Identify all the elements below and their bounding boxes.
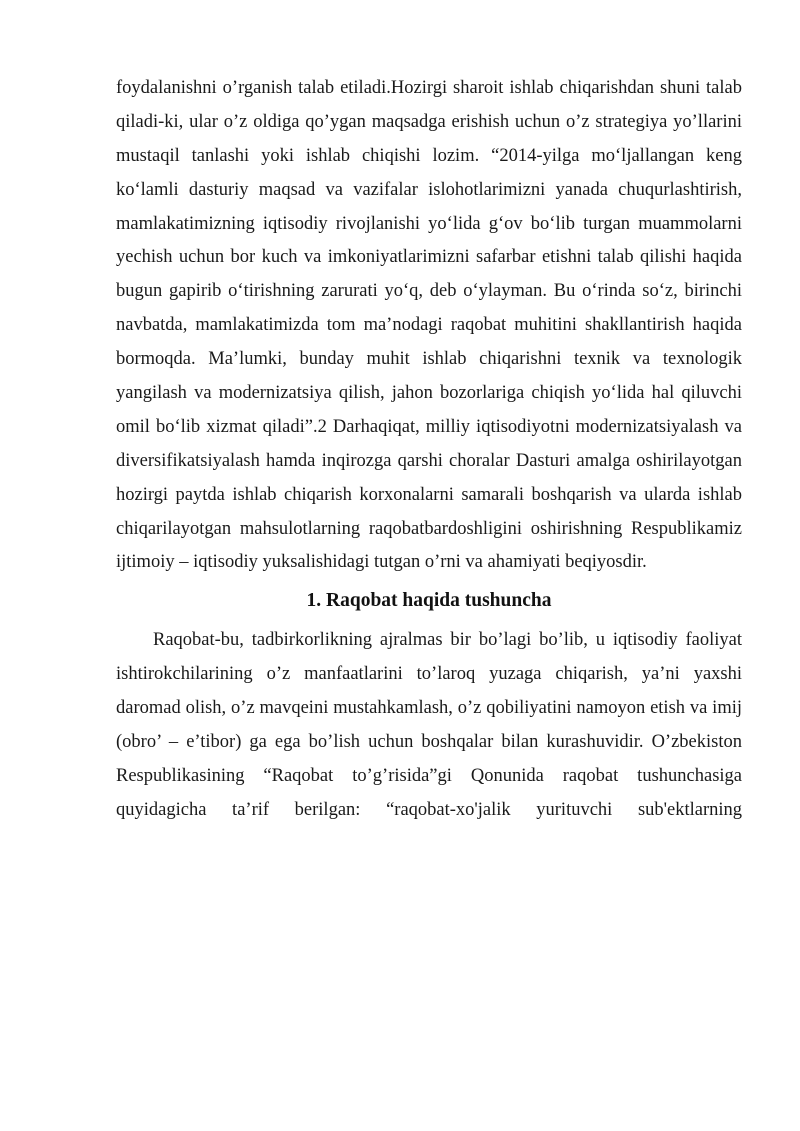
text-line: bormoqda. Ma’lumki, bunday muhit ishlab chiqarishni texnik va texnologik [116, 349, 742, 370]
paragraph-raqobat [116, 624, 742, 827]
section-heading: 1. Raqobat haqida tushuncha [306, 590, 552, 612]
text-line: yangilash va modernizatsiya qilish, jahon bozorlariga chiqish yo‘lida hal qiluvchi [116, 383, 742, 404]
text-line: Raqobat-bu, tadbirkorlikning ajralmas bir bo’lagi bo’lib, u iqtisodiy faoliyat [153, 630, 742, 651]
text-line: daromad olish, o’z mavqeini mustahkamlash, o’z qobiliyatini namoyon etish va imij [116, 698, 742, 719]
text-line: omil bo‘lib xizmat qiladi”.2 Darhaqiqat, milliy iqtisodiyotni modernizatsiyalash va [116, 416, 742, 437]
text-line: qiladi-ki, ular o’z oldiga qo’ygan maqsadga erishish uchun o’z strategiya yo’llarini [116, 111, 742, 132]
text-line: bugun gapirib o‘tirishning zarurati yo‘q, deb o‘ylayman. Bu o‘rinda so‘z, birinchi [116, 281, 742, 302]
text-line: ko‘lamli dasturiy maqsad va vazifalar islohotlarimizni yanada chuqurlashtirish, [116, 179, 742, 200]
text-line: diversifikatsiyalash hamda inqirozga qarshi choralar Dasturi amalga oshirilayotgan [116, 450, 742, 471]
text-line: quyidagicha ta’rif berilgan: “raqobat-xo'jalik yurituvchi sub'ektlarning [116, 799, 742, 820]
text-line: navbatda, mamlakatimizda tom ma’nodagi raqobat muhitini shakllantirish haqida [116, 315, 742, 336]
text-line: mamlakatimizning iqtisodiy rivojlanishi yo‘lida g‘ov bo‘lib turgan muammolarni [116, 213, 742, 234]
text-line: ijtimoiy – iqtisodiy yuksalishidagi tutgan o’rni va ahamiyati beqiyosdir. [116, 552, 647, 573]
text-line: ishtirokchilarining o’z manfaatlarini to’laroq yuzaga chiqarish, ya’ni yaxshi [116, 664, 742, 685]
text-line: (obro’ – e’tibor) ga ega bo’lish uchun boshqalar bilan kurashuvidir. O’zbekiston [116, 732, 742, 753]
text-line: foydalanishni o’rganish talab etiladi.Hozirgi sharoit ishlab chiqarishdan shuni talab [116, 78, 742, 98]
text-line: Respublikasining “Raqobat to’g’risida”gi Qonunida raqobat tushunchasiga [116, 765, 742, 786]
document-page [116, 72, 742, 828]
paragraph-intro [116, 72, 742, 580]
text-line: yechish uchun bor kuch va imkoniyatlarimizni safarbar etishni talab qilishi haqida [116, 247, 742, 268]
text-line: chiqarilayotgan mahsulotlarning raqobatbardoshligini oshirishning Respublikamiz [116, 518, 742, 539]
text-line: mustaqil tanlashi yoki ishlab chiqishi lozim. “2014-yilga mo‘ljallangan keng [116, 145, 742, 166]
text-line: hozirgi paytda ishlab chiqarish korxonalarni samarali boshqarish va ularda ishlab [116, 484, 742, 505]
